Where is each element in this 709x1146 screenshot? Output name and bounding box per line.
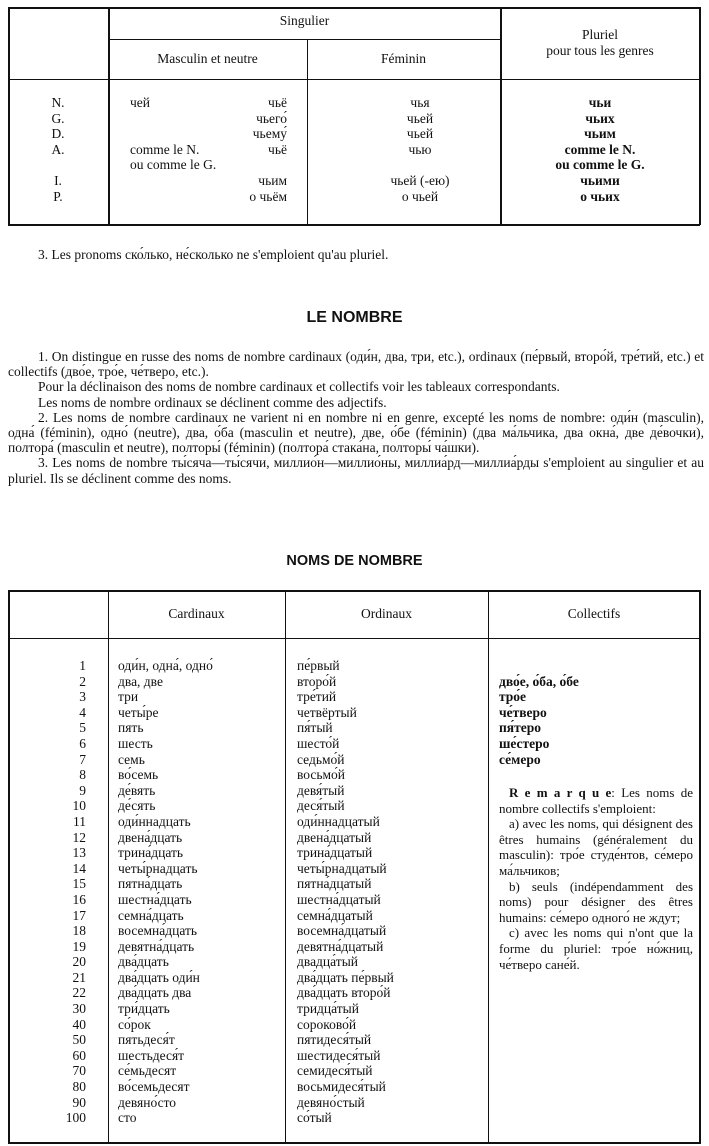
fem-form: чьей (-ею) xyxy=(390,172,450,188)
fem-form: чью xyxy=(408,141,432,157)
ordinal-form: со́тый xyxy=(297,1110,332,1126)
number-value: 11 xyxy=(73,813,86,829)
cardinal-form: де́сять xyxy=(118,798,156,814)
ordinal-form: девя́тый xyxy=(297,782,345,798)
cardinal-form: пять xyxy=(118,720,144,736)
header-pluriel: Pluriel xyxy=(582,27,618,42)
collective-form: ше́стеро xyxy=(499,735,550,751)
plural-form: чьим xyxy=(584,126,616,142)
cardinal-form: шестьдеся́т xyxy=(118,1047,185,1063)
paragraph-2: Pour la déclinaison des noms de nombre cardinaux et collectifs voir les tableaux correspondants. xyxy=(38,379,560,395)
remark-c: c) avec les noms qui n'ont que la forme du pluriel: тро́е но́жниц, че́тверо сане́й. xyxy=(499,925,693,972)
plural-form: ou comme le G. xyxy=(555,157,645,173)
number-value: 5 xyxy=(79,720,86,736)
cardinal-form: три xyxy=(118,689,139,705)
masc-form: чьё xyxy=(268,95,287,110)
ordinal-form: восьмо́й xyxy=(297,767,346,783)
number-value: 10 xyxy=(72,798,86,814)
number-value: 2 xyxy=(79,673,86,689)
case-label: P. xyxy=(53,188,63,204)
plural-form: о чьих xyxy=(580,188,620,204)
case-column xyxy=(8,95,108,204)
plural-form: чьи xyxy=(588,95,612,110)
plural-column xyxy=(510,95,690,204)
masc-column-b xyxy=(150,95,287,204)
number-value: 80 xyxy=(72,1079,86,1095)
number-value: 16 xyxy=(72,891,86,907)
ordinal-form: семна́дцатый xyxy=(297,907,373,923)
collective-form: се́меро xyxy=(499,751,541,767)
cardinal-form: два́дцать оди́н xyxy=(118,969,200,985)
cardinal-form: пятьдеся́т xyxy=(118,1032,175,1048)
fem-column xyxy=(360,95,480,204)
paragraph-4: 2. Les noms de nombre cardinaux ne varient ni en nombre ni en genre, excepté les noms de nombre: оди́н (masculin), одна́ (féminin), одно́ (neutre), два, о́ба (masculin et neutre), две, о́бе (féminin) (два ма́льчика, два окна́, две де́вочки), полтора́ (masculin et neutre), полторы́ (féminin) (полтора́ стака́на, полторы́ ча́шки). xyxy=(8,409,704,456)
ordinal-form: пятна́дцатый xyxy=(297,876,372,892)
fem-form: чьей xyxy=(406,126,434,142)
fem-form: чьей xyxy=(406,110,434,126)
cardinal-form: со́рок xyxy=(118,1016,151,1032)
cardinal-form: во́семь xyxy=(118,767,159,783)
ordinal-form: четвёртый xyxy=(297,704,357,720)
ordinal-form: четы́рнадцатый xyxy=(297,860,387,876)
ordinal-form: два́дцать второ́й xyxy=(297,985,391,1001)
ordinal-form: девятна́дцатый xyxy=(297,938,384,954)
cardinal-form: девяно́сто xyxy=(118,1094,177,1110)
fem-form xyxy=(360,157,480,173)
remark-intro: : Les noms de nombre collectifs s'emploient: xyxy=(499,785,693,816)
number-value: 14 xyxy=(72,860,86,876)
plural-form: чьими xyxy=(580,172,620,188)
number-value: 9 xyxy=(79,782,86,798)
cardinal-form: семна́дцать xyxy=(118,907,184,923)
remark-title: R e m a r q u e xyxy=(509,785,612,800)
ordinaux-column xyxy=(297,658,485,1126)
collective-form: тро́е xyxy=(499,689,527,705)
cardinal-form: сто xyxy=(118,1110,137,1126)
cardinal-form: два́дцать xyxy=(118,954,169,970)
fem-form: чья xyxy=(410,95,430,110)
paragraph-5: 3. Les noms de nombre ты́сяча—ты́сячи, миллио́н—миллио́ны, миллиа́рд—миллиа́рды s'emploient au singulier et au pluriel. Ils se déclinent comme des noms. xyxy=(8,455,704,486)
number-value: 100 xyxy=(65,1110,86,1126)
masc-form: чей xyxy=(130,95,151,110)
ordinal-form: сороково́й xyxy=(297,1016,357,1032)
case-label: D. xyxy=(51,126,65,142)
case-label: G. xyxy=(51,110,65,126)
case-label xyxy=(8,157,108,173)
cardinal-form: оди́н, одна́, одно́ xyxy=(118,658,213,673)
cardinal-form: шестна́дцать xyxy=(118,891,192,907)
ordinal-form: пя́тый xyxy=(297,720,333,736)
cardinal-form: восемна́дцать xyxy=(118,923,198,939)
number-value: 4 xyxy=(79,704,86,720)
ordinal-form: шесто́й xyxy=(297,735,340,751)
note-pronouns-plural: 3. Les pronoms ско́лько, не́сколько ne s'emploient qu'au pluriel. xyxy=(38,247,389,262)
number-value: 18 xyxy=(72,923,86,939)
collective-form xyxy=(499,658,694,674)
number-value: 21 xyxy=(72,969,86,985)
cardinal-form: двена́дцать xyxy=(118,829,183,845)
cardinal-form: четы́рнадцать xyxy=(118,860,198,876)
collective-form: че́тверо xyxy=(499,704,547,720)
ordinal-form: шестна́дцатый xyxy=(297,891,381,907)
number-value: 1 xyxy=(79,658,86,673)
number-value: 3 xyxy=(79,689,86,705)
ordinal-form: девяно́стый xyxy=(297,1094,365,1110)
ordinal-form: тре́тий xyxy=(297,689,337,705)
collective-form: дво́е, о́ба, о́бе xyxy=(499,673,579,689)
header-masculin-neutre: Masculin et neutre xyxy=(157,51,258,66)
cardinal-form: два́дцать два xyxy=(118,985,192,1001)
number-value: 6 xyxy=(79,735,86,751)
number-value: 30 xyxy=(72,1001,86,1017)
ordinal-form: двадца́тый xyxy=(297,954,358,970)
cardinal-form: четы́ре xyxy=(118,704,159,720)
ordinal-form: двена́дцатый xyxy=(297,829,372,845)
ordinal-form: восьмидеся́тый xyxy=(297,1079,386,1095)
masc-form: о чьём xyxy=(249,188,287,204)
cardinal-form: оди́ннадцать xyxy=(118,813,191,829)
header-pluriel-sub: pour tous les genres xyxy=(546,43,654,58)
ordinal-form: оди́ннадцатый xyxy=(297,813,380,829)
number-value: 40 xyxy=(72,1016,86,1032)
ordinal-form: семидеся́тый xyxy=(297,1063,373,1079)
paragraph-1: 1. On distingue en russe des noms de nombre cardinaux (оди́н, два, три, etc.), ordinaux (пе́рвый, второ́й, тре́тий, etc.) et collectifs (дво́е, тро́е, че́тверо, etc.). xyxy=(8,349,704,380)
cardinal-form: два, две xyxy=(118,673,163,689)
cardinal-form: шесть xyxy=(118,735,153,751)
header-cardinaux: Cardinaux xyxy=(168,606,225,621)
ordinal-form: трина́дцатый xyxy=(297,845,373,861)
fem-form: о чьей xyxy=(401,188,439,204)
number-value: 13 xyxy=(72,845,86,861)
number-value: 15 xyxy=(72,876,86,892)
case-label: I. xyxy=(54,172,62,188)
cardinal-form: семь xyxy=(118,751,145,767)
ordinal-form: тридца́тый xyxy=(297,1001,359,1017)
masc-form: ou comme le G. xyxy=(130,157,217,173)
header-collectifs: Collectifs xyxy=(567,606,621,621)
remark-b: b) seuls (indépendamment des noms) pour désigner des êtres humains: се́меро одного́ не ждут; xyxy=(499,878,693,925)
number-value: 50 xyxy=(72,1032,86,1048)
header-ordinaux: Ordinaux xyxy=(361,606,412,621)
masc-form: comme le N. xyxy=(130,141,200,157)
collectifs-column xyxy=(499,658,694,767)
paragraph-3: Les noms de nombre ordinaux se déclinent comme des adjectifs. xyxy=(38,394,387,410)
masc-form: чьим xyxy=(258,172,287,188)
cardinaux-column xyxy=(118,658,283,1126)
body-text xyxy=(8,349,704,486)
number-value: 8 xyxy=(79,767,86,783)
ordinal-form: деся́тый xyxy=(297,798,345,814)
number-value: 22 xyxy=(72,985,86,1001)
table2-title: NOMS DE NOMBRE xyxy=(286,553,423,569)
ordinal-form: пятидеся́тый xyxy=(297,1032,372,1048)
remark-collectifs xyxy=(499,785,693,972)
collective-form: пя́теро xyxy=(499,720,541,736)
cardinal-form: во́семьдесят xyxy=(118,1079,190,1095)
case-label: N. xyxy=(51,95,65,110)
plural-form: чьих xyxy=(585,110,615,126)
cardinal-form: пятна́дцать xyxy=(118,876,183,892)
masc-form: чьего́ xyxy=(256,110,287,126)
number-value: 7 xyxy=(79,751,86,767)
number-column xyxy=(8,658,86,1126)
masc-form: чьё xyxy=(268,141,287,157)
number-value: 90 xyxy=(72,1094,86,1110)
number-value: 17 xyxy=(72,907,86,923)
cardinal-form: трина́дцать xyxy=(118,845,184,861)
remark-a: a) avec les noms, qui désignent des êtres humains (généralement du masculin): тро́е студе́нтов, се́меро ма́льчиков; xyxy=(499,816,693,878)
ordinal-form: два́дцать пе́рвый xyxy=(297,969,394,985)
case-label: A. xyxy=(51,141,65,157)
number-value: 60 xyxy=(72,1047,86,1063)
masc-form: чьему́ xyxy=(252,126,287,142)
cardinal-form: де́вять xyxy=(118,782,156,798)
cardinal-form: девятна́дцать xyxy=(118,938,195,954)
header-singulier: Singulier xyxy=(279,13,330,28)
section-title: LE NOMBRE xyxy=(306,309,403,326)
number-value: 20 xyxy=(72,954,86,970)
header-feminin: Féminin xyxy=(380,51,426,66)
number-value: 19 xyxy=(72,938,86,954)
ordinal-form: восемна́дцатый xyxy=(297,923,387,939)
masc-form xyxy=(150,157,287,173)
cardinal-form: се́мьдесят xyxy=(118,1063,177,1079)
ordinal-form: седьмо́й xyxy=(297,751,345,767)
ordinal-form: второ́й xyxy=(297,673,337,689)
number-value: 70 xyxy=(72,1063,86,1079)
ordinal-form: шестидеся́тый xyxy=(297,1047,381,1063)
plural-form: comme le N. xyxy=(564,141,636,157)
cardinal-form: три́дцать xyxy=(118,1001,170,1017)
number-value: 12 xyxy=(72,829,86,845)
ordinal-form: пе́рвый xyxy=(297,658,340,673)
